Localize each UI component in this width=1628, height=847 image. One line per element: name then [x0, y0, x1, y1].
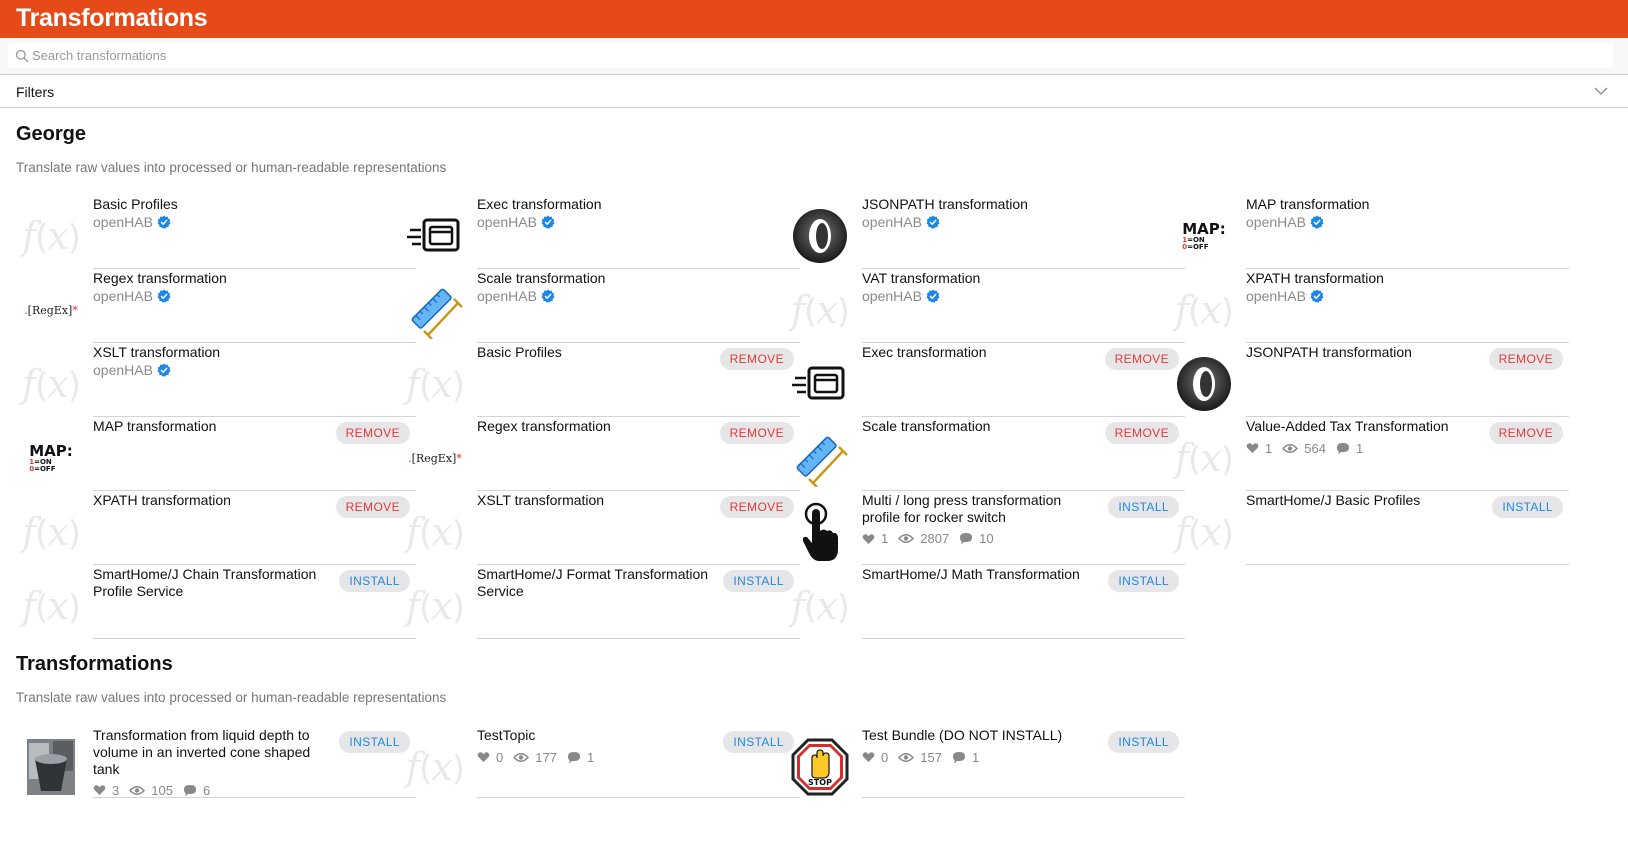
- divider: [93, 638, 416, 639]
- map-icon: MAP: 1=ON 0=OFF: [1182, 219, 1226, 251]
- section-description: Translate raw values into processed or human-readable representations: [16, 690, 447, 705]
- addon-card-value-added-tax-transformation[interactable]: [1169, 417, 1569, 491]
- addon-card-basic-profiles[interactable]: [400, 343, 800, 417]
- comment-icon: [183, 784, 197, 797]
- addon-title: XSLT transformation: [93, 344, 221, 360]
- addon-card-multi-long-press-transformation-profile-for-rocker-switch[interactable]: [785, 491, 1185, 565]
- heart-icon: [862, 751, 875, 763]
- filters-toggle[interactable]: [0, 76, 1628, 108]
- addon-title: SmartHome/J Math Transformation: [862, 566, 1080, 582]
- addon-title: Multi / long press transformation profile for rocker switch: [862, 492, 1062, 525]
- addon-title: Basic Profiles: [93, 196, 178, 212]
- json-icon: [1169, 349, 1239, 419]
- comments-count: 6: [202, 782, 211, 798]
- addon-card-smarthome-j-basic-profiles[interactable]: [1169, 491, 1569, 565]
- ruler-icon: [785, 423, 855, 493]
- addon-author: openHAB: [93, 214, 171, 230]
- likes-count: 1: [881, 531, 889, 546]
- comments-count: 1: [971, 749, 980, 765]
- install-button[interactable]: INSTALL: [1108, 496, 1179, 518]
- addon-card-vat-transformation[interactable]: [785, 269, 1185, 343]
- addon-title: JSONPATH transformation: [862, 196, 1028, 212]
- addon-card-map-transformation[interactable]: [1169, 195, 1569, 269]
- heart-icon: [862, 533, 875, 545]
- addon-author: openHAB: [93, 288, 171, 304]
- addon-card-xslt-transformation[interactable]: [400, 491, 800, 565]
- addon-title: MAP transformation: [1246, 196, 1370, 212]
- eye-icon: [1282, 443, 1298, 454]
- install-button[interactable]: INSTALL: [1108, 731, 1179, 753]
- divider: [93, 797, 416, 798]
- addon-title: VAT transformation: [862, 270, 981, 286]
- addon-title: JSONPATH transformation: [1246, 344, 1412, 360]
- exec-icon: [785, 349, 855, 419]
- fx-icon: f(x): [21, 362, 81, 406]
- install-button[interactable]: INSTALL: [1492, 496, 1563, 518]
- addon-card-map-transformation[interactable]: [16, 417, 416, 491]
- addon-title: Regex transformation: [477, 418, 611, 434]
- eye-icon: [898, 533, 914, 544]
- remove-button[interactable]: REMOVE: [336, 496, 410, 518]
- addon-author: openHAB: [93, 362, 171, 378]
- views-count: 157: [920, 749, 942, 765]
- addon-card-exec-transformation[interactable]: [785, 343, 1185, 417]
- install-button[interactable]: INSTALL: [723, 731, 794, 753]
- addon-card-smarthome-j-format-transformation-service[interactable]: [400, 565, 800, 639]
- addon-stats: [862, 750, 983, 765]
- fx-icon: f(x): [405, 362, 465, 406]
- fx-icon: f(x): [405, 584, 465, 628]
- addon-author: openHAB: [477, 214, 555, 230]
- addon-card-test-bundle-do-not-install[interactable]: [785, 726, 1185, 798]
- addon-title: TestTopic: [477, 727, 536, 743]
- verified-badge-icon: [541, 215, 555, 229]
- fx-icon: f(x): [790, 584, 850, 628]
- fx-icon: f(x): [21, 584, 81, 628]
- section-title: Transformations: [16, 653, 173, 675]
- addon-title: Basic Profiles: [477, 344, 562, 360]
- verified-badge-icon: [926, 215, 940, 229]
- addon-stats: [1246, 441, 1367, 456]
- heart-icon: [1246, 442, 1259, 454]
- verified-badge-icon: [157, 289, 171, 303]
- addon-title: Scale transformation: [862, 418, 991, 434]
- divider: [862, 797, 1185, 798]
- comment-icon: [1336, 442, 1350, 455]
- addon-title: Test Bundle (DO NOT INSTALL): [862, 727, 1063, 743]
- verified-badge-icon: [926, 289, 940, 303]
- views-count: 105: [151, 782, 173, 798]
- search-input[interactable]: [32, 45, 1592, 66]
- page-title: Transformations: [16, 4, 208, 32]
- addon-title: Value-Added Tax Transformation: [1246, 418, 1449, 434]
- eye-icon: [898, 752, 914, 763]
- install-button[interactable]: INSTALL: [723, 570, 794, 592]
- addon-title: Exec transformation: [862, 344, 987, 360]
- verified-badge-icon: [1310, 215, 1324, 229]
- addon-card-basic-profiles[interactable]: [16, 195, 416, 269]
- eye-icon: [513, 752, 529, 763]
- fx-icon: f(x): [405, 510, 465, 554]
- divider: [477, 638, 800, 639]
- comment-icon: [567, 751, 581, 764]
- section-title: George: [16, 123, 87, 145]
- addon-title: MAP transformation: [93, 418, 217, 434]
- divider: [477, 797, 800, 798]
- verified-badge-icon: [541, 289, 555, 303]
- comments-count: 1: [586, 749, 595, 765]
- install-button[interactable]: INSTALL: [339, 570, 410, 592]
- addon-title: SmartHome/J Format Transformation Service: [477, 566, 709, 599]
- section-description: Translate raw values into processed or human-readable representations: [16, 160, 447, 175]
- verified-badge-icon: [157, 215, 171, 229]
- chevron-down-icon: [1594, 85, 1608, 97]
- addon-title: Exec transformation: [477, 196, 602, 212]
- map-icon: MAP: 1=ON 0=OFF: [29, 441, 73, 473]
- addon-title: Regex transformation: [93, 270, 227, 286]
- searchbar: [0, 38, 1628, 75]
- likes-count: 0: [881, 749, 889, 765]
- ruler-icon: [400, 275, 470, 345]
- addon-card-regex-transformation[interactable]: [16, 269, 416, 343]
- addon-author: openHAB: [862, 214, 940, 230]
- comments-count: 1: [1355, 440, 1364, 456]
- svg-text:STOP: STOP: [808, 778, 832, 787]
- addon-author: openHAB: [862, 288, 940, 304]
- stop-hand-icon: [785, 732, 855, 802]
- addon-card-transformation-from-liquid-depth-to-volume-in-an-inverted-cone-shaped-tank[interactable]: [16, 726, 416, 798]
- divider: [862, 638, 1185, 639]
- remove-button[interactable]: REMOVE: [1105, 348, 1179, 370]
- regex-icon: .[RegEx]*: [24, 303, 78, 317]
- heart-icon: [93, 784, 106, 796]
- remove-button[interactable]: REMOVE: [1489, 422, 1563, 444]
- addon-card-xpath-transformation[interactable]: [1169, 269, 1569, 343]
- addon-author: openHAB: [477, 288, 555, 304]
- hand-icon: [785, 497, 855, 567]
- views-count: 564: [1304, 440, 1326, 456]
- app-header: [0, 0, 1628, 38]
- install-button[interactable]: INSTALL: [1108, 570, 1179, 592]
- remove-button[interactable]: REMOVE: [720, 348, 794, 370]
- views-count: 177: [535, 749, 557, 765]
- verified-badge-icon: [1310, 289, 1324, 303]
- heart-icon: [477, 751, 490, 763]
- addon-card-jsonpath-transformation[interactable]: [1169, 343, 1569, 417]
- addon-card-scale-transformation[interactable]: [785, 417, 1185, 491]
- addon-card-jsonpath-transformation[interactable]: [785, 195, 1185, 269]
- regex-icon: .[RegEx]*: [408, 451, 462, 465]
- addon-card-testtopic[interactable]: [400, 726, 800, 798]
- remove-button[interactable]: REMOVE: [720, 422, 794, 444]
- remove-button[interactable]: REMOVE: [1105, 422, 1179, 444]
- addon-card-smarthome-j-chain-transformation-profile-service[interactable]: [16, 565, 416, 639]
- remove-button[interactable]: REMOVE: [1489, 348, 1563, 370]
- fx-icon: f(x): [1174, 510, 1234, 554]
- tank-photo-icon: [16, 732, 86, 802]
- fx-icon: f(x): [405, 745, 465, 789]
- addon-card-regex-transformation[interactable]: [400, 417, 800, 491]
- remove-button[interactable]: REMOVE: [336, 422, 410, 444]
- remove-button[interactable]: REMOVE: [720, 496, 794, 518]
- fx-icon: f(x): [1174, 436, 1234, 480]
- addon-author: openHAB: [1246, 214, 1324, 230]
- filters-label: Filters: [16, 84, 55, 100]
- comment-icon: [959, 532, 973, 545]
- addon-stats: [93, 783, 214, 798]
- search-icon: [15, 49, 29, 63]
- addon-title: Transformation from liquid depth to volume in an inverted cone shaped tank: [93, 727, 311, 777]
- search-box: [8, 43, 1614, 68]
- addon-card-exec-transformation[interactable]: [400, 195, 800, 269]
- likes-count: 1: [1265, 440, 1273, 456]
- addon-card-xpath-transformation[interactable]: [16, 491, 416, 565]
- addon-title: Scale transformation: [477, 270, 606, 286]
- addon-title: XPATH transformation: [93, 492, 231, 508]
- fx-icon: f(x): [790, 288, 850, 332]
- addon-card-xslt-transformation[interactable]: [16, 343, 416, 417]
- exec-icon: [400, 201, 470, 271]
- json-icon: [785, 201, 855, 271]
- views-count: 2807: [920, 531, 950, 546]
- comment-icon: [952, 751, 966, 764]
- divider: [1246, 564, 1569, 565]
- addon-title: SmartHome/J Chain Transformation Profile Service: [93, 566, 317, 599]
- addon-author: openHAB: [1246, 288, 1324, 304]
- likes-count: 0: [496, 749, 504, 765]
- addon-title: XSLT transformation: [477, 492, 605, 508]
- addon-title: XPATH transformation: [1246, 270, 1384, 286]
- eye-icon: [129, 785, 145, 796]
- likes-count: 3: [112, 782, 120, 798]
- addon-stats: [477, 750, 598, 765]
- addon-card-smarthome-j-math-transformation[interactable]: [785, 565, 1185, 639]
- fx-icon: f(x): [21, 510, 81, 554]
- addon-title: SmartHome/J Basic Profiles: [1246, 492, 1421, 508]
- verified-badge-icon: [157, 363, 171, 377]
- fx-icon: f(x): [21, 214, 81, 258]
- addon-card-scale-transformation[interactable]: [400, 269, 800, 343]
- comments-count: 10: [979, 531, 994, 546]
- install-button[interactable]: INSTALL: [339, 731, 410, 753]
- fx-icon: f(x): [1174, 288, 1234, 332]
- addon-stats: [862, 531, 998, 546]
